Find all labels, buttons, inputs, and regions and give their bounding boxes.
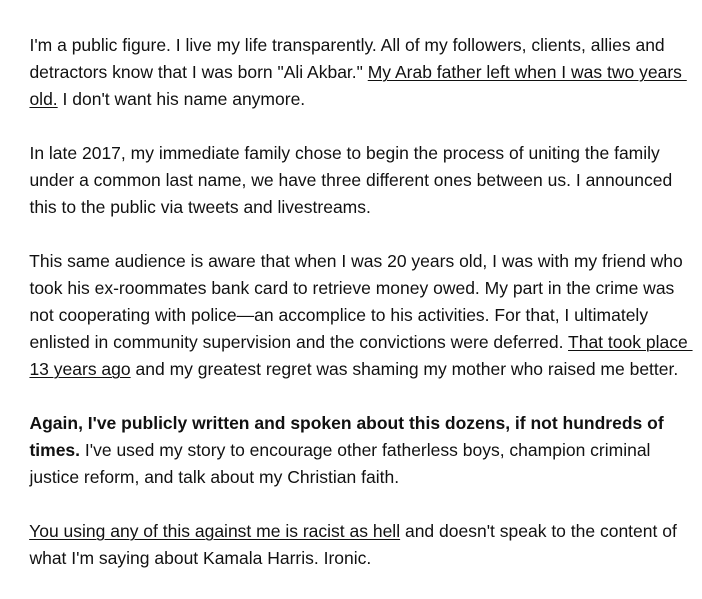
- p5-line-2-text: what I'm saying about Kamala Harris. Ironic.: [29, 548, 372, 568]
- p3-line-4-text: enlisted in community supervision and the convictions were deferred.: [29, 332, 569, 352]
- p3-line-2-text: took his ex-roommates bank card to retrieve money owed. My part in the crime was: [29, 278, 675, 298]
- p1-line-1-text: I'm a public figure. I live my life transparently. All of my followers, clients, allies and: [29, 35, 665, 55]
- p5-line-1-text: and doesn't speak to the content of: [400, 521, 677, 541]
- p3-line-3-text: not cooperating with police—an accomplice to his activities. For that, I ultimately: [29, 305, 649, 325]
- racist-link[interactable]: You using any of this against me is racist as hell: [29, 521, 401, 541]
- p5-line-2: [10, 518, 371, 599]
- p2-line-1-text: In late 2017, my immediate family chose to begin the process of uniting the family: [29, 143, 660, 163]
- p4-line-2-bold: times.: [29, 440, 81, 460]
- p1-line-3-text: I don't want his name anymore.: [57, 89, 306, 109]
- arab-father-link[interactable]: My Arab father left when I was two years: [367, 62, 687, 82]
- p4-line-2-text: I've used my story to encourage other fatherless boys, champion criminal: [80, 440, 651, 460]
- p2-line-2-text: under a common last name, we have three different ones between us. I announced: [29, 170, 673, 190]
- p2-line-3-text: this to the public via tweets and livestreams.: [29, 197, 371, 217]
- 13-years-ago-link-cont[interactable]: 13 years ago: [29, 359, 131, 379]
- p4-line-1-bold: Again, I've publicly written and spoken about this dozens, if not hundreds of: [29, 413, 664, 433]
- p3-line-5-text: and my greatest regret was shaming my mother who raised me better.: [130, 359, 679, 379]
- p4-line-3-text: justice reform, and talk about my Christian faith.: [29, 467, 400, 487]
- p3-line-1-text: This same audience is aware that when I was 20 years old, I was with my friend who: [29, 251, 683, 271]
- arab-father-link-cont[interactable]: old.: [29, 89, 58, 109]
- 13-years-ago-link[interactable]: That took place: [568, 332, 693, 352]
- p1-line-2-text: detractors know that I was born "Ali Akbar.": [29, 62, 368, 82]
